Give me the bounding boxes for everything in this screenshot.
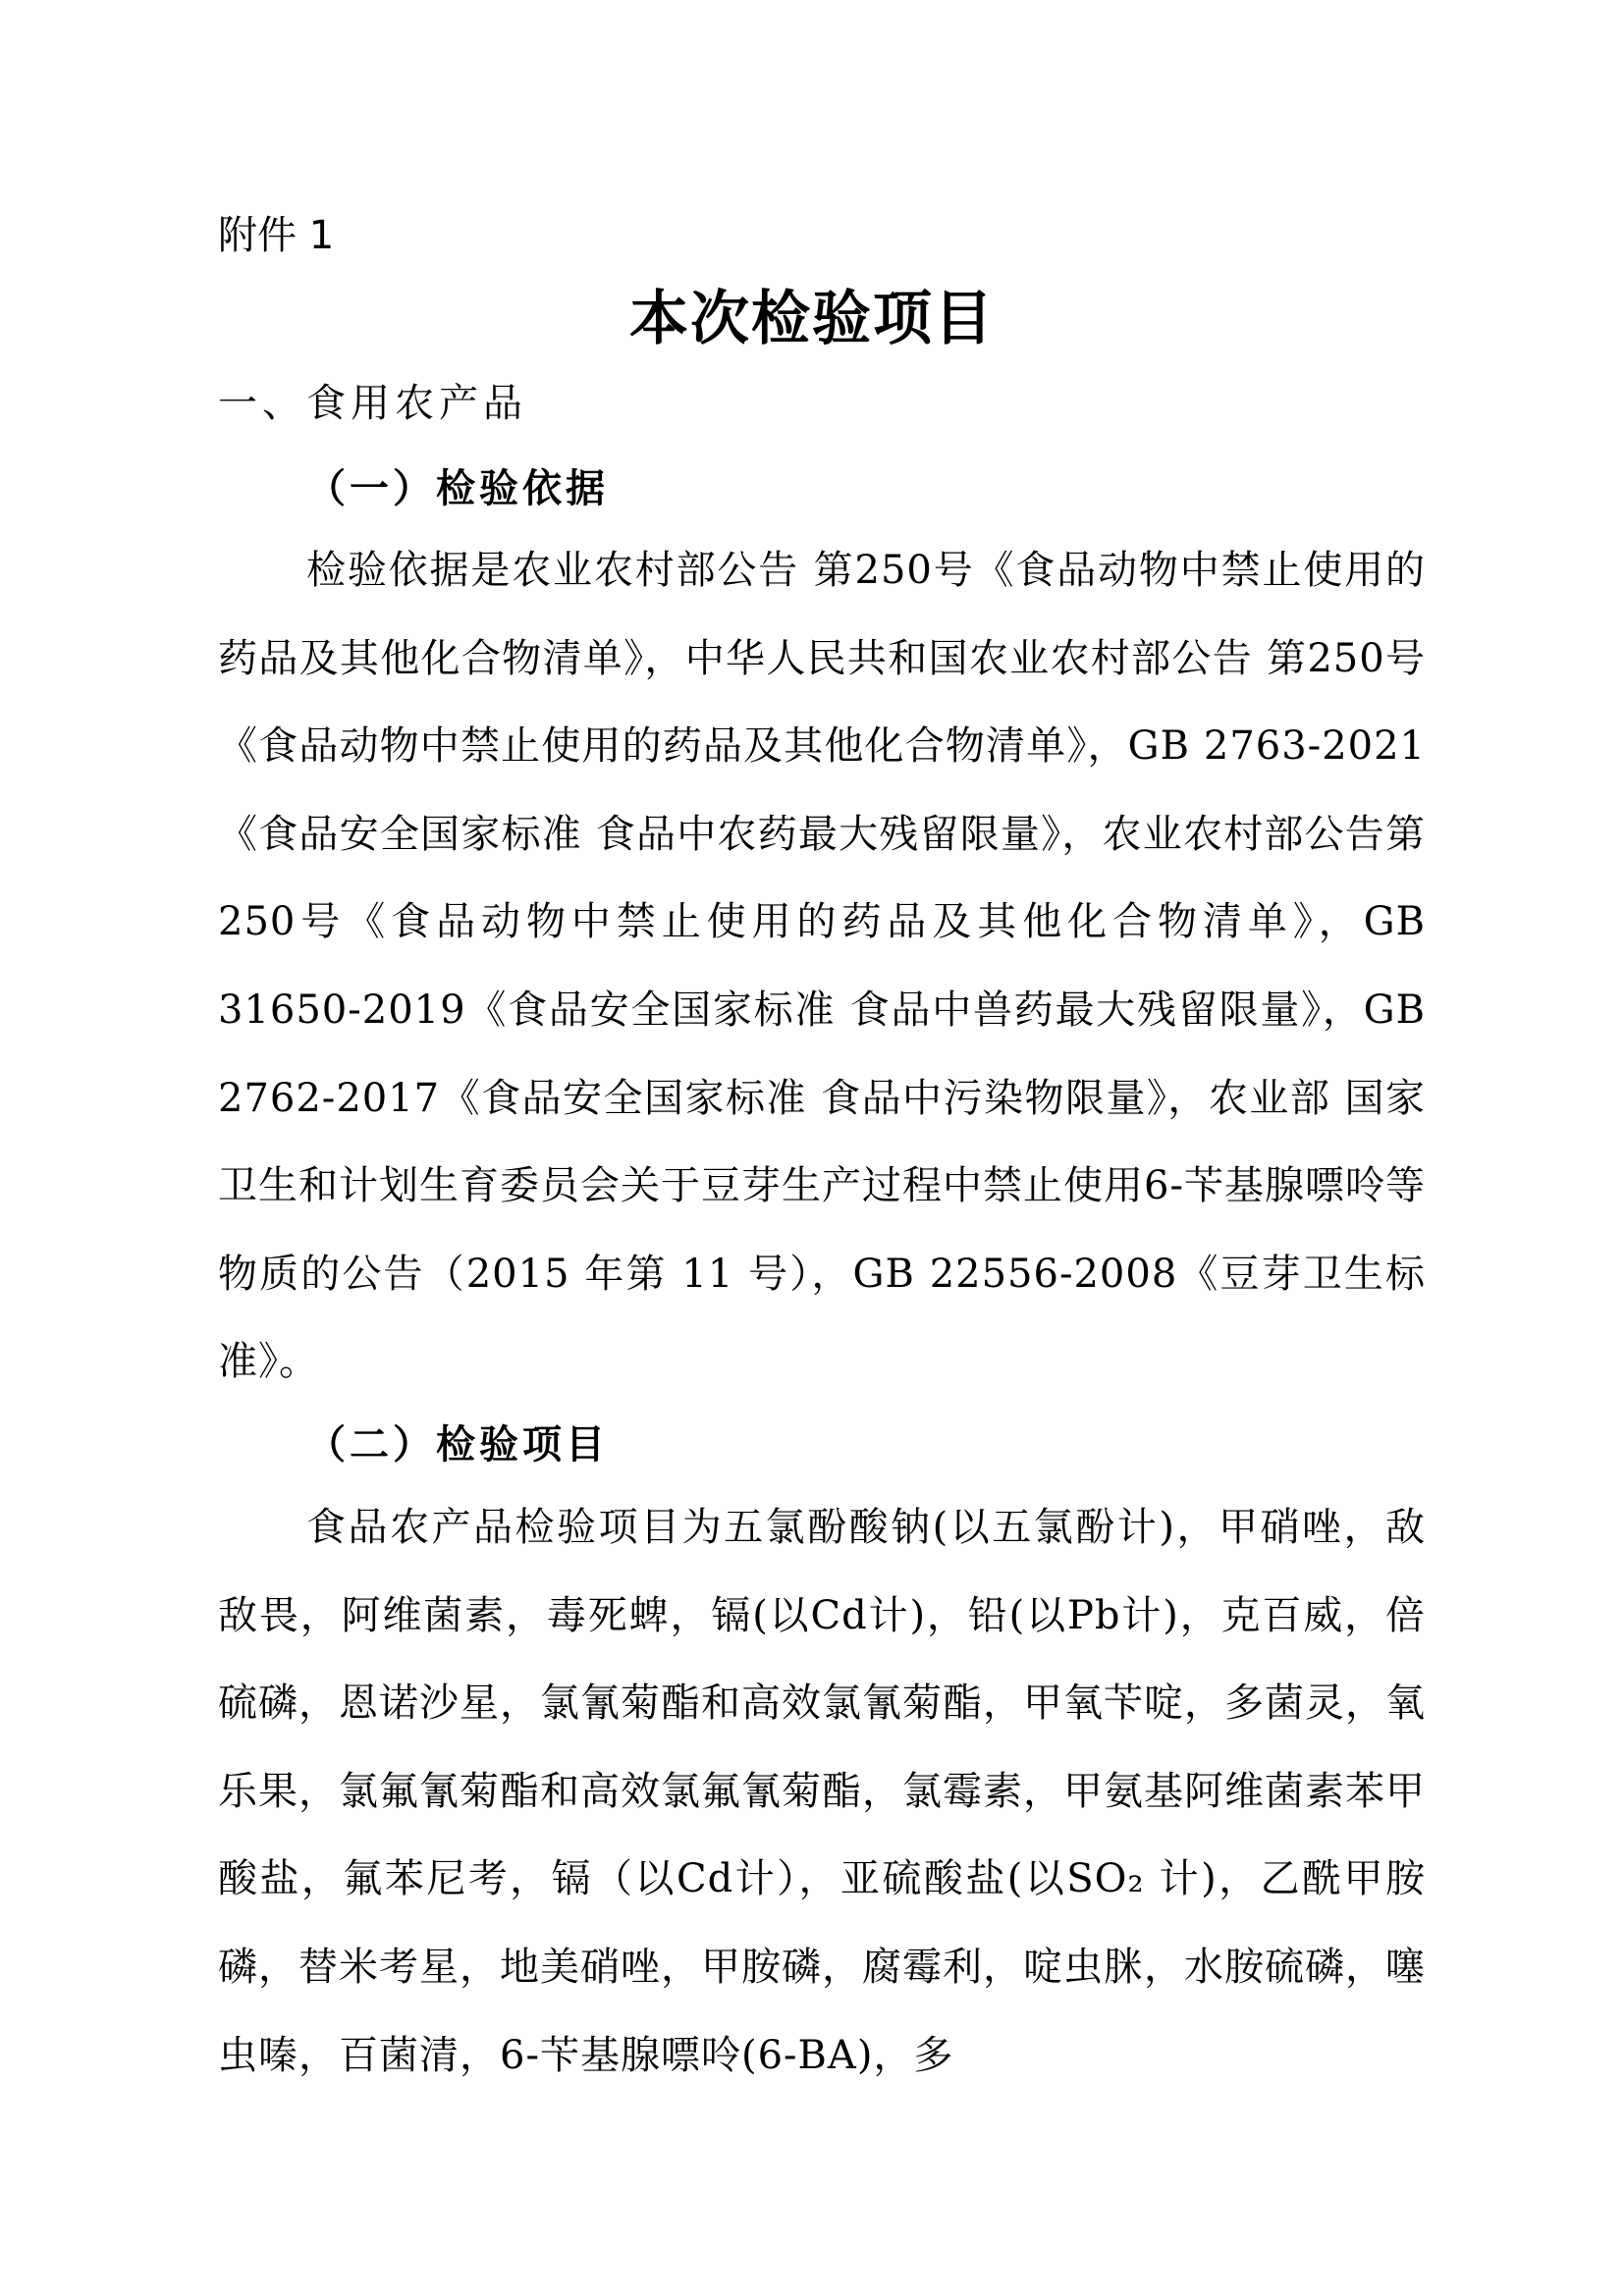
subsection-heading-inspection-basis: （一）检验依据 <box>306 466 609 511</box>
document-title: 本次检验项目 <box>629 285 995 353</box>
inspection-basis-paragraph: 检验依据是农业农村部公告 第250号《食品动物中禁止使用的药品及其他化合物清单》，中华人民共和国农业农村部公告 第250号《食品动物中禁止使用的药品及其他化合物清单》，GB 2763-2021《食品安全国家标准 食品中农药最大残留限量》，农业农村部公告第250号《食品动物中禁止使用的药品及其他化合物清单》，GB 31650-2019《食品安全国家标准 食品中兽药最大残留限量》，GB 2762-2017《食品安全国家标准 食品中污染物限量》，农业部 国家卫生和计划生育委员会关于豆芽生产过程中禁止使用6-苄基腺嘌呤等物质的公告（2015 年第 11 号），GB 22556-2008《豆芽卫生标准》。 <box>218 548 1426 1385</box>
subsection-heading-inspection-items: （二）检验项目 <box>306 1422 609 1468</box>
inspection-items-paragraph: 食品农产品检验项目为五氯酚酸钠(以五氯酚计)，甲硝唑，敌敌畏，阿维菌素，毒死蜱，镉(以Cd计)，铅(以Pb计)，克百威，倍硫磷，恩诺沙星，氯氰菊酯和高效氯氰菊酯，甲氧苄啶，多菌灵，氧乐果，氯氟氰菊酯和高效氯氟氰菊酯，氯霉素，甲氨基阿维菌素苯甲酸盐，氟苯尼考，镉（以Cd计），亚硫酸盐(以SO₂ 计)，乙酰甲胺磷，替米考星，地美硝唑，甲胺磷，腐霉利，啶虫脒，水胺硫磷，噻虫嗪，百菌清，6-苄基腺嘌呤(6-BA)，多 <box>218 1505 1426 2078</box>
attachment-label: 附件 1 <box>218 213 335 258</box>
section-heading-edible-agricultural-products: 一、食用农产品 <box>218 381 527 426</box>
